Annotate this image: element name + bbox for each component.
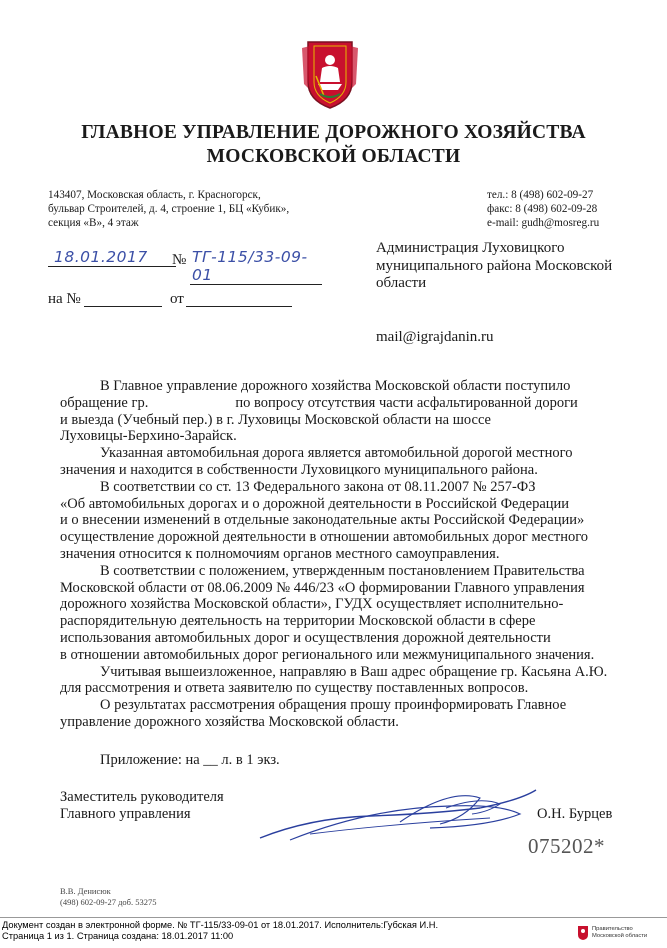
outgoing-number: ТГ-115/33-09-01 bbox=[190, 248, 322, 285]
recipient-email: mail@igrajdanin.ru bbox=[376, 329, 494, 345]
fax: факс: 8 (498) 602-09-28 bbox=[487, 203, 598, 215]
from-label: от bbox=[170, 291, 184, 307]
recipient bbox=[376, 240, 612, 293]
executor-name: В.В. Денисюк bbox=[60, 886, 111, 896]
paragraph: В соответствии со ст. 13 Федерального закона от 08.11.2007 № 257-ФЗ bbox=[100, 478, 536, 495]
executor-phone: (498) 602-09-27 доб. 53275 bbox=[60, 897, 157, 907]
email: e-mail: gudh@mosreg.ru bbox=[487, 217, 600, 229]
paragraph: В соответствии с положением, утвержденным постановлением Правительства bbox=[100, 562, 585, 579]
organization-address bbox=[48, 188, 289, 230]
organization-title-line2: МОСКОВСКОЙ ОБЛАСТИ bbox=[206, 146, 461, 167]
handwritten-signature bbox=[250, 778, 550, 863]
organization-title bbox=[0, 121, 667, 169]
organization-contacts bbox=[487, 188, 599, 230]
address-line: бульвар Строителей, д. 4, строение 1, БЦ «Кубик», bbox=[48, 203, 290, 215]
footer-line2: Страница 1 из 1. Страница создана: 18.01.2017 11:00 bbox=[2, 931, 234, 941]
government-logo bbox=[577, 925, 589, 946]
position-line: Заместитель руководителя bbox=[60, 789, 224, 805]
paragraph: В Главное управление дорожного хозяйства Московской области поступило bbox=[100, 378, 571, 394]
recipient-line: Администрация Луховицкого bbox=[376, 240, 565, 256]
attachment-note: Приложение: на __ л. в 1 экз. bbox=[100, 752, 280, 768]
paragraph: Учитывая вышеизложенное, направляю в Ваш адрес обращение гр. Касьяна А.Ю. bbox=[100, 663, 608, 680]
from-date-line bbox=[186, 306, 292, 307]
position-line: Главного управления bbox=[60, 806, 191, 822]
recipient-line: области bbox=[376, 275, 427, 291]
footer-divider bbox=[0, 917, 667, 918]
number-sign: № bbox=[172, 252, 187, 268]
phone: тел.: 8 (498) 602-09-27 bbox=[487, 189, 594, 201]
outgoing-date: 18.01.2017 bbox=[48, 248, 176, 267]
signatory-position bbox=[60, 789, 224, 823]
executor bbox=[60, 886, 156, 908]
moscow-oblast-coat-of-arms bbox=[300, 38, 360, 110]
paragraph-continued: обращение гр. по вопросу отсутствия части асфальтированной дороги и выезда (Учебный пер.) в г. Луховицы Московской области на шоссе Луховицы-Берхино-Зарайск. bbox=[60, 394, 578, 445]
stamp-number: 075202* bbox=[528, 834, 605, 858]
address-line: секция «В», 4 этаж bbox=[48, 217, 139, 229]
paragraph: О результатах рассмотрения обращения прошу проинформировать Главное bbox=[100, 697, 567, 714]
address-line: 143407, Московская область, г. Красногорск, bbox=[48, 189, 261, 201]
government-logo-text: Правительство Московской области bbox=[592, 926, 648, 939]
signatory-name: О.Н. Бурцев bbox=[537, 806, 613, 822]
paragraph: Указанная автомобильная дорога является автомобильной дорогой местного bbox=[100, 445, 573, 462]
letter-body: В Главное управление дорожного хозяйства Московской области поступило обращение гр. по вопросу отсутствия части асфальтированной дороги и выезда (Учебный пер.) в г. Луховицы Московской области на шоссе Луховицы-Берхино-Зарайск. Указанная автомобильная дорога является автомобильной дорогой местного значения и находится в собственности Луховицкого муниципального района. В соответствии со ст. 13 Федерального закона от 08.11.2007 № 257-ФЗ «Об автомобильных дорогах и о дорожной деятельности в Российской Федерации и о внесении изменений в отдельные законодательные акты Российской Федерации» осуществление дорожной деятельности в отношении автомобильных дорог местного значения относится к полномочиям органов местного самоуправления. В соответствии с положением, утвержденным постановлением Правительства Московской области от 08.06.2009 № 446/23 «О формировании Главного управления дорожного хозяйства Московской области», ГУДХ осуществляет исполнительно- распорядительную деятельность на территории Московской области в сфере использования автомобильных дорог и осуществления дорожной деятельности в отношении автомобильных дорог регионального или межмуниципального значения. Учитывая вышеизложенное, направляю в Ваш адрес обращение гр. Касьяна А.Ю. для рассмотрения и ответа заявителю по существу поставленных вопросов. О результатах рассмотрения обращения прошу проинформировать Главное управление дорожного хозяйства Московской области. bbox=[60, 378, 636, 731]
reply-to-label: на № bbox=[48, 291, 81, 307]
reply-to-number-line bbox=[84, 306, 162, 307]
government-emblem-icon bbox=[577, 925, 589, 941]
recipient-line: муниципального района Московской bbox=[376, 257, 613, 274]
organization-title-line1: ГЛАВНОЕ УПРАВЛЕНИЕ ДОРОЖНОГО ХОЗЯЙСТВА bbox=[81, 122, 586, 143]
footer-line1: Документ создан в электронной форме. № ТГ-115/33-09-01 от 18.01.2017. Исполнитель:Губская И.Н. bbox=[2, 920, 439, 930]
